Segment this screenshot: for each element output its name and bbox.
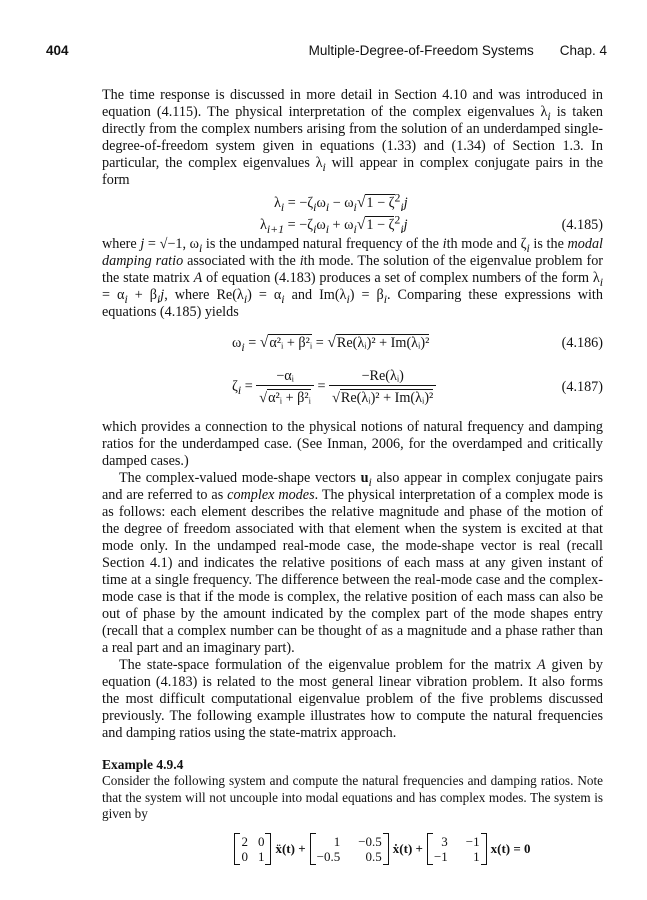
sqrt-icon: √ — [327, 334, 336, 351]
text-segment: and Im(λ — [284, 287, 347, 303]
equation-4-185: $\lambda_i = -\zeta_i\omega_i - \omega_i√1 - \zeta^2_ij$ $\lambda_{i+1} = -\zeta_i\omega_i + \omega_i√1 - \zeta^2_ij$ (4.185) — [260, 190, 603, 236]
text-segment: u — [360, 470, 369, 486]
text-segment: λ — [315, 155, 323, 171]
equation-4-186: $\omega_i$ = √α²ᵢ + β²ᵢ = √Re(λᵢ)² + Im(λᵢ)² (4.186) — [232, 334, 603, 354]
text-segment: j — [160, 287, 165, 303]
mass-matrix: 2 0 0 1 — [234, 833, 271, 865]
text-segment: i — [322, 159, 326, 174]
text-segment: , where Re(λ — [164, 287, 244, 303]
sqrt-icon: √ — [356, 194, 366, 211]
text-segment: th mode. The solution of the eigenvalue problem for the state matrix — [102, 253, 604, 286]
chapter-label: Chap. 4 — [559, 43, 607, 58]
text-segment: The state-space formulation of the eigenvalue problem for the matrix — [119, 657, 538, 673]
text-segment: i — [346, 291, 350, 306]
sqrt-icon: √ — [259, 334, 269, 351]
example-title: Example 4.9.4 — [102, 757, 184, 772]
running-title: Multiple-Degree-of-Freedom Systems — [308, 43, 534, 58]
text-segment: i — [368, 474, 372, 489]
text-segment: also appear in complex conjugate pairs and are referred to as — [102, 470, 603, 503]
equation-number: (4.186) — [561, 335, 603, 351]
text-segment: . The physical interpretation of a complex mode is as follows: each element describes the relative magnitude and phase of the motion of the degree of freedom associated with that element when the system is excited at that mode only. In the undamped real-mode case, the mode-shape vector is real (recall Section 4.1) and indicates the relative positions of each mass at any given instant of time at a single frequency. The difference between the real-mode case and the complex-mode case is that if the mode is complex, the relative position of each mass can also be out of phase by the amount indicated by the complex part of the mode shapes entry (recall that a complex number can be thought of as a magnitude and a phase rather than a real part and an imaginary part). — [102, 487, 603, 656]
text-segment: th mode and ζ — [446, 236, 527, 252]
text-segment: is the undamped natural frequency of the — [202, 236, 443, 252]
text-segment: ) = α — [247, 287, 282, 303]
velocity-term: ẋ(t) + — [392, 841, 423, 856]
displacement-term: x(t) = 0 — [490, 841, 531, 856]
text-segment: i — [526, 240, 530, 255]
paragraph — [102, 236, 603, 321]
text-segment: A — [537, 657, 546, 673]
text-segment: λ — [540, 104, 548, 120]
text-segment: = α — [102, 287, 125, 303]
text-segment: i — [442, 236, 447, 252]
text-segment: of equation (4.183) produces a set of complex numbers of the form λ — [202, 270, 600, 286]
text-segment: which provides a connection to the physical notions of natural frequency and damping ratios for the underdamped case. (See Inman, 2006, for the overdamped and critically damped cases.) — [102, 419, 603, 469]
sqrt-icon: √ — [356, 216, 366, 233]
text-segment: i — [599, 274, 603, 289]
text-segment: i — [156, 291, 161, 306]
paragraph — [102, 470, 603, 657]
text-segment: is the — [529, 236, 568, 252]
damping-matrix: 1 −0.5 −0.5 0.5 — [310, 833, 389, 865]
paragraph — [102, 419, 603, 470]
stiffness-matrix: 3 −1 −1 1 — [427, 833, 487, 865]
paragraph — [102, 87, 603, 189]
text-segment: The complex-valued mode-shape vectors — [119, 470, 361, 486]
text-segment: is taken directly from the complex numbers arising from the solution of an underdamped single-degree-of-freedom system given in equations (1.33) and (1.34) of Section 1.3. In particular, the complex eigenvalues — [102, 104, 603, 171]
text-segment: + β — [127, 287, 157, 303]
text-segment: i — [383, 291, 387, 306]
text-segment: given by equation (4.183) is related to the most general linear vibration problem. It also forms the most difficult computational eigenvalue problem of the five problems discussed previously. The following example illustrates how to compute the natural frequencies and damping ratios using the state-matrix approach. — [102, 657, 603, 741]
text-segment: ) = β — [349, 287, 384, 303]
text-segment: modal damping ratio — [102, 236, 603, 269]
text-segment: i — [198, 240, 203, 255]
text-segment: = √−1, ω — [144, 236, 199, 252]
text-segment: i — [547, 108, 551, 123]
paragraph — [102, 657, 603, 742]
acceleration-term: ẍ(t) + — [275, 841, 306, 856]
text-segment: will appear in complex conjugate pairs in the form — [102, 155, 603, 188]
sqrt-icon: √ — [332, 390, 340, 406]
example-text: Consider the following system and compute the natural frequencies and damping ratios. Note that the system will not uncouple into modal equations and has complex modes. The system is given by — [102, 773, 603, 821]
text-segment: i — [243, 291, 248, 306]
sqrt-icon: √ — [259, 390, 268, 406]
body-column — [102, 87, 603, 865]
text-segment: j — [140, 236, 145, 252]
text-segment: i — [281, 291, 285, 306]
text-segment: i — [299, 253, 304, 269]
text-segment: i — [124, 291, 128, 306]
equation-4-187: $\zeta_i$ = $\frac{\text{−αᵢ}}{\text{√α²ᵢ + β²ᵢ}}$ = $\frac{\text{−Re(λᵢ)}}{\text{√Re(λᵢ)² + Im(λᵢ)²}}$ (4.187) — [232, 368, 603, 406]
text-segment: A — [193, 270, 203, 286]
equation-number: (4.187) — [561, 379, 603, 395]
text-segment: where — [102, 236, 141, 252]
text-segment: complex modes — [227, 487, 315, 503]
equation-number: (4.185) — [561, 217, 603, 233]
text-segment: associated with the — [183, 253, 300, 269]
page-number: 404 — [46, 43, 69, 58]
running-header — [46, 43, 607, 58]
text-segment: The time response is discussed in more detail in Section 4.10 and was introduced in equation (4.115). The physical interpretation of the complex eigenvalues — [102, 87, 603, 120]
text-segment: . Comparing these expressions with equations (4.185) yields — [102, 287, 603, 320]
matrix-equation — [102, 833, 603, 865]
